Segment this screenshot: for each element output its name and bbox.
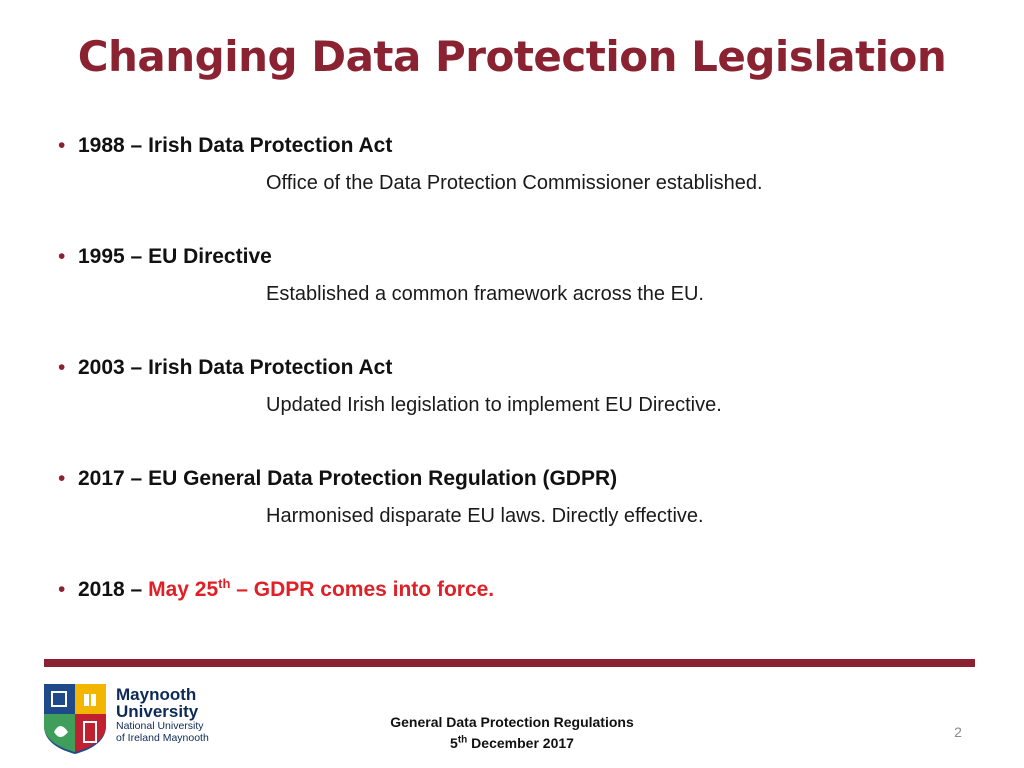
- bullet-separator: –: [124, 578, 149, 601]
- logo-wordmark: [116, 686, 226, 744]
- bullet-detail: Established a common framework across the EU.: [266, 283, 704, 305]
- list-item: [58, 576, 978, 687]
- bullet-icon: •: [58, 467, 66, 490]
- bullet-heading: [58, 576, 978, 604]
- list-item: [58, 465, 978, 576]
- bullet-detail: Office of the Data Protection Commissioner established.: [266, 172, 763, 194]
- bullet-year: 2017: [78, 467, 125, 490]
- page-number: 2: [954, 724, 962, 740]
- bullet-heading: [58, 465, 978, 493]
- bullet-title: EU General Data Protection Regulation (GDPR): [148, 467, 618, 490]
- bullet-title: Irish Data Protection Act: [148, 356, 393, 379]
- bullet-title: EU Directive: [148, 245, 272, 268]
- highlight-message: – GDPR comes into force.: [230, 578, 495, 601]
- bullet-year: 2018: [78, 578, 125, 601]
- bullet-separator: –: [124, 134, 149, 157]
- footer-date-day: 5: [450, 735, 458, 751]
- highlight-date-suffix: th: [218, 576, 231, 591]
- bullet-detail: Harmonised disparate EU laws. Directly effective.: [266, 505, 704, 527]
- list-item: [58, 354, 978, 465]
- bullet-list: [58, 132, 978, 687]
- bullet-separator: –: [124, 245, 149, 268]
- bullet-title: Irish Data Protection Act: [148, 134, 393, 157]
- bullet-icon: •: [58, 578, 66, 601]
- bullet-detail: Updated Irish legislation to implement EU Directive.: [266, 394, 722, 416]
- list-item: [58, 132, 978, 243]
- footer-divider: [44, 659, 975, 667]
- university-logo: [44, 684, 224, 754]
- logo-line: Maynooth: [116, 685, 197, 704]
- list-item: [58, 243, 978, 354]
- bullet-heading: [58, 243, 978, 271]
- slide-title: Changing Data Protection Legislation: [77, 32, 947, 81]
- crest-icon: [44, 684, 106, 754]
- highlight-date: May 25: [148, 578, 219, 601]
- bullet-year: 1995: [78, 245, 125, 268]
- footer-date-rest: December 2017: [467, 735, 574, 751]
- bullet-icon: •: [58, 356, 66, 379]
- footer-text: [352, 712, 672, 754]
- bullet-heading: [58, 132, 978, 160]
- logo-subline: National University: [116, 720, 204, 732]
- bullet-separator: –: [124, 467, 149, 490]
- bullet-year: 2003: [78, 356, 125, 379]
- bullet-separator: –: [124, 356, 149, 379]
- logo-subline: of Ireland Maynooth: [116, 732, 209, 744]
- bullet-heading: [58, 354, 978, 382]
- bullet-icon: •: [58, 245, 66, 268]
- footer-title: General Data Protection Regulations: [390, 714, 634, 730]
- bullet-icon: •: [58, 134, 66, 157]
- bullet-year: 1988: [78, 134, 125, 157]
- logo-line: University: [116, 702, 199, 721]
- highlight-text: [148, 578, 494, 601]
- footer-date: [352, 733, 672, 754]
- footer-date-suffix: th: [457, 734, 468, 746]
